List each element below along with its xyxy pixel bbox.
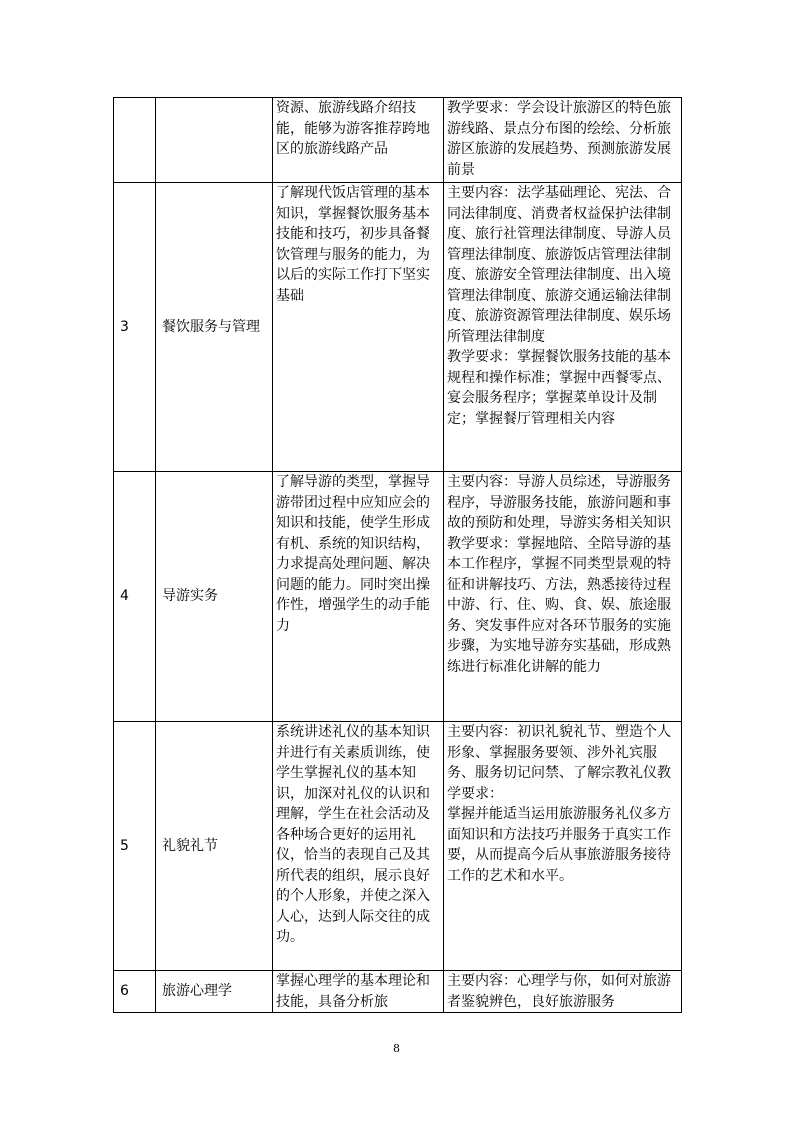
course-number: 3 [114, 183, 156, 472]
course-name: 礼貌礼节 [156, 722, 273, 971]
course-number [114, 98, 156, 183]
course-number: 6 [114, 971, 156, 1013]
course-content: 主要内容：导游人员综述，导游服务程序，导游服务技能，旅游问题和事故的预防和处理，导游实务相关知识 教学要求：掌握地陪、全陪导游的基本工作程序，掌握不同类型景观的特征和讲解技巧、方法，熟悉接待过程中游、行、住、购、食、娱、旅途服务、突发事件应对各环节服务的实施步骤，为实地导游夯实基础，形成熟练进行标准化讲解的能力 [444, 472, 682, 722]
course-goal: 了解导游的类型，掌握导游带团过程中应知应会的知识和技能，使学生形成有机、系统的知识结构，力求提高处理问题、解决问题的能力。同时突出操作性，增强学生的动手能力 [273, 472, 444, 722]
table-row [114, 472, 682, 722]
course-goal: 资源、旅游线路介绍技能，能够为游客推荐跨地区的旅游线路产品 [273, 98, 444, 183]
course-goal: 系统讲述礼仪的基本知识并进行有关素质训练，使学生掌握礼仪的基本知识，加深对礼仪的认识和理解，学生在社会活动及各种场合更好的运用礼仪，恰当的表现自己及其所代表的组织，展示良好的个人形象，并使之深入人心，达到人际交往的成功。 [273, 722, 444, 971]
table-row [114, 183, 682, 472]
course-name: 旅游心理学 [156, 971, 273, 1013]
course-name: 导游实务 [156, 472, 273, 722]
course-name [156, 98, 273, 183]
table-row [114, 98, 682, 183]
curriculum-table [113, 97, 682, 1013]
course-goal: 掌握心理学的基本理论和技能，具备分析旅 [273, 971, 444, 1013]
course-content: 主要内容：法学基础理论、宪法、合同法律制度、消费者权益保护法律制度、旅行社管理法律制度、导游人员管理法律制度、旅游饭店管理法律制度、旅游安全管理法律制度、出入境管理法律制度、旅游交通运输法律制度、旅游资源管理法律制度、娱乐场所管理法律制度 教学要求：掌握餐饮服务技能的基本规程和操作标准；掌握中西餐零点、宴会服务程序；掌握菜单设计及制定；掌握餐厅管理相关内容 [444, 183, 682, 472]
course-content: 主要内容：初识礼貌礼节、塑造个人形象、掌握服务要领、涉外礼宾服务、服务切记问禁、了解宗教礼仪教学要求： 掌握并能适当运用旅游服务礼仪多方面知识和方法技巧并服务于真实工作要，从而提高今后从事旅游服务接待工作的艺术和水平。 [444, 722, 682, 971]
course-number: 5 [114, 722, 156, 971]
course-goal: 了解现代饭店管理的基本知识，掌握餐饮服务基本技能和技巧，初步具备餐饮管理与服务的能力，为以后的实际工作打下坚实基础 [273, 183, 444, 472]
course-number: 4 [114, 472, 156, 722]
table-row [114, 722, 682, 971]
course-content: 教学要求：学会设计旅游区的特色旅游线路、景点分布图的绘绘、分析旅游区旅游的发展趋势、预测旅游发展前景 [444, 98, 682, 183]
table-row [114, 971, 682, 1013]
course-content: 主要内容：心理学与你，如何对旅游者鉴貌辨色，良好旅游服务 [444, 971, 682, 1013]
page-number: 8 [393, 1042, 400, 1055]
course-name: 餐饮服务与管理 [156, 183, 273, 472]
